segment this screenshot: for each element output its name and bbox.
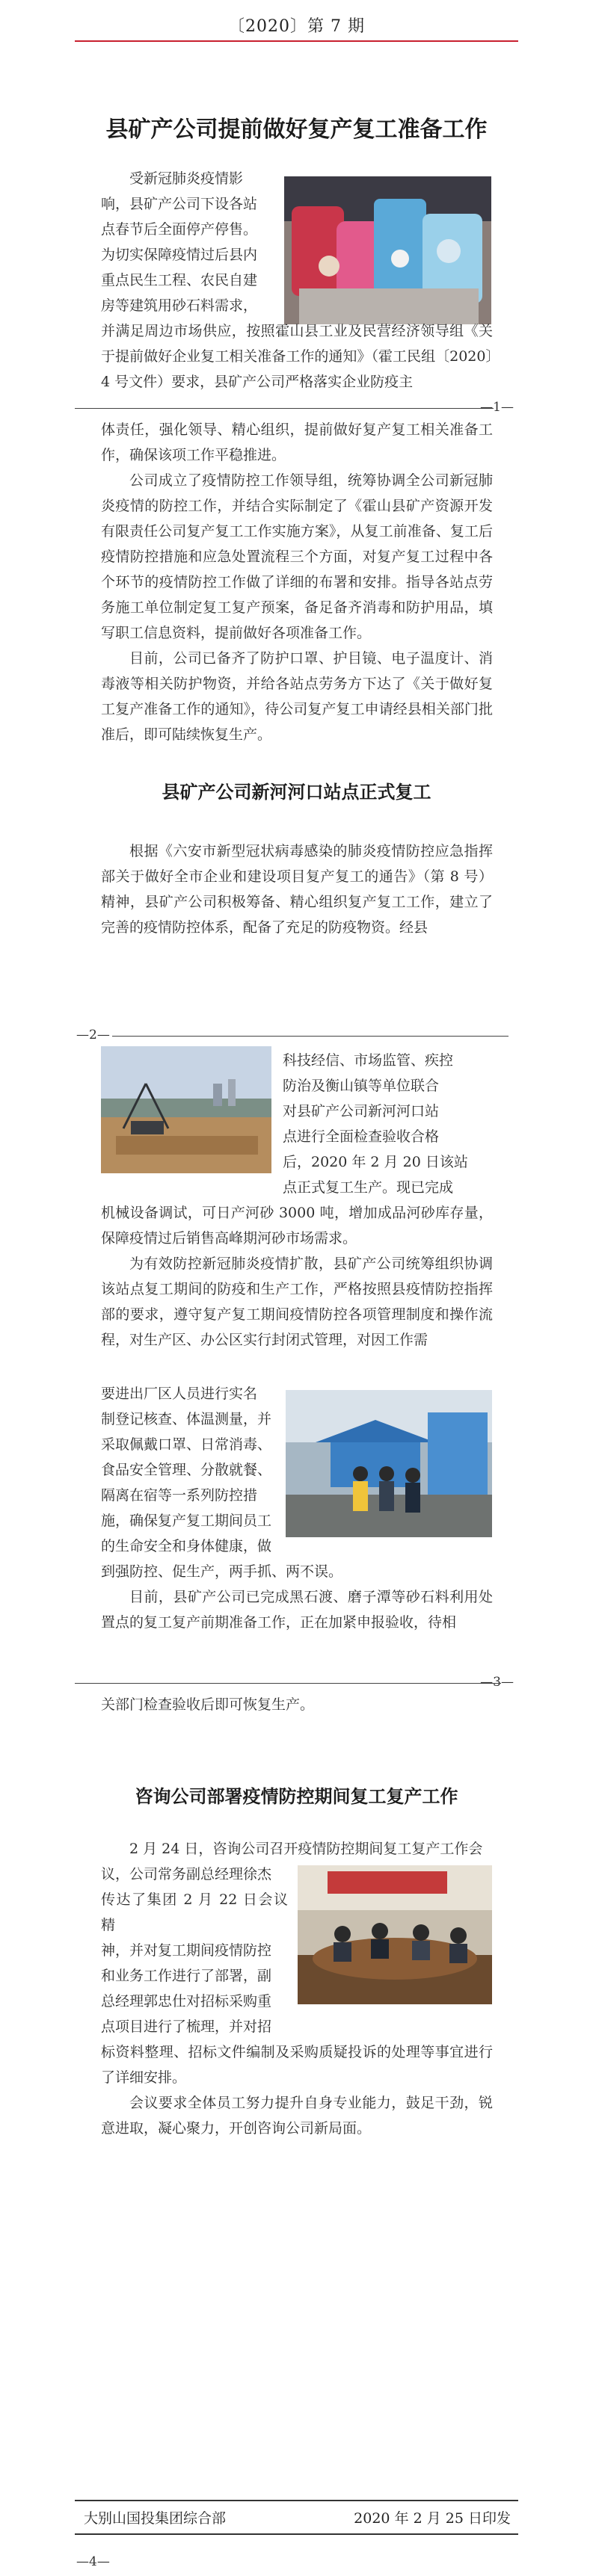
article2-para2-line: 的生命安全和身体健康，做 — [101, 1538, 272, 1554]
page-number-2: —2— — [76, 1028, 110, 1043]
article1-title: 县矿产公司提前做好复产复工准备工作 — [105, 117, 488, 143]
meeting-photo — [298, 1865, 492, 2004]
article1-para1-line: 受新冠肺炎疫情影 — [129, 170, 244, 187]
article1-para1-line: 响，县矿产公司下设各站 — [101, 196, 258, 212]
article2-para2-line: 采取佩戴口罩、日常消毒、 — [101, 1436, 272, 1453]
article2-para1-cont-line: 防治及衡山镇等单位联合 — [283, 1078, 440, 1094]
article3-para1-line: 和业务工作进行了部署，副 — [101, 1968, 272, 1984]
article3-para1-line: 神，并对复工期间疫情防控 — [101, 1942, 272, 1959]
article2-para2-line: 要进出厂区人员进行实名 — [101, 1386, 258, 1402]
article1-para1-line: 房等建筑用砂石料需求， — [101, 297, 258, 314]
issue-date: 2020 年 2 月 25 日印发 — [354, 2510, 511, 2527]
article2-para2-end: 到强防控、促生产，两手抓、两不误。 — [101, 1563, 343, 1580]
article2-para2-line: 隔离在宿等一系列防控措 — [101, 1487, 258, 1504]
article1-para1-line: 重点民生工程、农民自建 — [101, 272, 258, 288]
issuer-name: 大别山国投集团综合部 — [84, 2510, 227, 2527]
article2-para3-cont: 关部门检查验收后即可恢复生产。 — [101, 1696, 315, 1713]
article2-para1-cont-line: 科技经信、市场监管、疾控 — [283, 1052, 454, 1069]
article3-para1-line: 议，公司常务副总经理徐杰 — [101, 1866, 272, 1882]
article2-para1-cont-line: 对县矿产公司新河河口站 — [283, 1103, 440, 1119]
article3-para1-line: 总经理郭忠仕对招标采购重 — [101, 1993, 272, 2010]
temperature-check-photo — [286, 1390, 492, 1537]
article1-body-wrap — [101, 417, 493, 747]
footer-divider-bottom — [75, 2533, 518, 2535]
article3-para1-wrap — [101, 1862, 288, 2039]
footer-divider-top — [75, 2500, 518, 2501]
article2-para1-cont-full: 机械设备调试，可日产河砂 3000 吨，增加成品河砂库存量，保障疫情过后销售高峰期河砂市场需求。 — [101, 1205, 493, 1247]
page-divider — [75, 1683, 501, 1684]
issue-number: 〔2020〕第 7 期 — [228, 17, 365, 36]
article2-para2-full: 为有效防控新冠肺炎疫情扩散，县矿产公司统筹组织协调该站点复工期间的防疫和生产工作，严格按照县疫情防控指挥部的要求，遵守复产复工期间疫情防控各项管理制度和操作流程，对生产区、办公区实行封闭式管理，对因工作需 — [101, 1255, 493, 1348]
article2-para1-cont-line: 点正式复工生产。现已完成 — [283, 1179, 454, 1196]
article3-tail-wrap — [101, 2039, 493, 2141]
article1-para1-line: 点春节后全面停产停售。 — [101, 221, 258, 238]
article2-para3: 目前，县矿产公司已完成黑石渡、磨子潭等砂石料利用处置点的复工复产前期准备工作，正在加紧申报验收，待相 — [101, 1589, 493, 1631]
article3-para1-line: 2 月 24 日，咨询公司召开疫情防控期间复工复产工作会 — [129, 1841, 483, 1857]
article3-title: 咨询公司部署疫情防控期间复工复产工作 — [135, 1785, 458, 1807]
protective-supplies-photo — [284, 176, 491, 324]
article2-para2-wrap — [101, 1381, 273, 1559]
article2-para1-cont-wrap — [283, 1048, 494, 1200]
article2-para1-cont-line: 点进行全面检查验收合格 — [283, 1128, 440, 1145]
article2-para1: 根据《六安市新型冠状病毒感染的肺炎疫情防控应急指挥部关于做好全市企业和建设项目复产复工的通告》（第 8 号）精神，县矿产公司积极筹备、精心组织复产复工工作，建立了完善的疫情防控体系，配备了充足的防疫物资。经县 — [101, 843, 493, 936]
article2-mid-wrap — [101, 1200, 493, 1353]
article1-para2: 公司成立了疫情防控工作领导组，统筹协调全公司新冠肺炎疫情的防控工作，并结合实际制定了《霍山县矿产资源开发有限责任公司复产复工工作实施方案》，从复工前准备、复工后疫情防控措施和应急处置流程三个方面，对复产复工过程中各个环节的疫情防控工作做了详细的布署和安排。指导各站点劳务施工单位制定复工复产预案，备足备齐消毒和防护用品，填写职工信息资料，提前做好各项准备工作。 — [101, 472, 493, 641]
article2-tail-wrap — [101, 1559, 493, 1635]
article3-para1-line: 传达了集团 2 月 22 日会议精 — [101, 1891, 288, 1933]
article2-para3-cont-wrap — [101, 1692, 493, 1717]
article1-para3: 目前，公司已备齐了防护口罩、护目镜、电子温度计、消毒液等相关防护物资，并给各站点劳务方下达了《关于做好复工复产准备工作的通知》，待公司复产复工申请经县相关部门批准后，即可陆续恢复生产。 — [101, 650, 493, 743]
article2-title: 县矿产公司新河河口站点正式复工 — [162, 781, 431, 803]
page-number-1: —1— — [480, 400, 514, 415]
article2-para2-line: 制登记核查、体温测量，并 — [101, 1411, 272, 1427]
article2-para2-line: 施，确保复产复工期间员工 — [101, 1513, 272, 1529]
article2-para1-wrap — [101, 838, 493, 940]
article2-para1-cont-line: 后，2020 年 2 月 20 日该站 — [283, 1154, 468, 1170]
article1-para1-full-wrap — [101, 318, 493, 395]
page-number-4: —4— — [76, 2554, 110, 2569]
article3-para2: 会议要求全体员工努力提升自身专业能力，鼓足干劲，锐意进取，凝心聚力，开创咨询公司新局面。 — [101, 2095, 493, 2137]
page-divider — [75, 408, 494, 409]
article2-para2-line: 食品安全管理、分散就餐、 — [101, 1462, 272, 1478]
article3-para1-first-wrap — [101, 1836, 493, 1862]
page-divider — [112, 1036, 508, 1037]
article1-para1-line: 为切实保障疫情过后县内 — [101, 247, 258, 263]
article1-para1-wrap — [101, 166, 282, 318]
article1-para1-full: 并满足周边市场供应，按照霍山县工业及民营经济领导组《关于提前做好企业复工相关准备工作的通知》（霍工民组〔2020〕4 号文件）要求，县矿产公司严格落实企业防疫主 — [101, 323, 493, 390]
article3-para1-end: 标资料整理、招标文件编制及采购质疑投诉的处理等事宜进行了详细安排。 — [101, 2044, 493, 2086]
header-divider — [75, 40, 518, 42]
page-number-3: —3— — [480, 1675, 514, 1690]
article3-para1-line: 点项目进行了梳理，并对招 — [101, 2019, 272, 2035]
article1-para1-cont: 体责任，强化领导、精心组织，提前做好复产复工相关准备工作，确保该项工作平稳推进。 — [101, 421, 493, 463]
river-sand-site-photo — [101, 1046, 271, 1173]
